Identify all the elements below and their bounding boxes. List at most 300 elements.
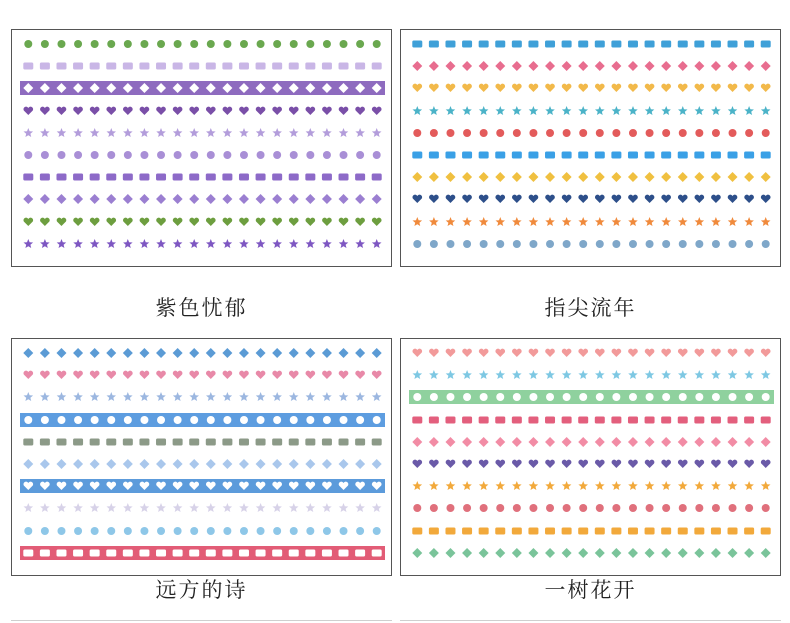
sticker-motif bbox=[355, 503, 365, 512]
sticker-motif bbox=[372, 217, 382, 225]
sticker-motif bbox=[173, 194, 183, 204]
sticker-motif bbox=[579, 393, 587, 401]
sticker-motif bbox=[239, 459, 249, 469]
sticker-motif bbox=[445, 548, 455, 558]
sticker-motif bbox=[306, 106, 316, 114]
sticker-motif bbox=[156, 217, 166, 225]
washi-strip bbox=[409, 125, 774, 141]
sticker-motif bbox=[290, 40, 298, 48]
sticker-motif bbox=[290, 416, 298, 424]
sticker-motif bbox=[528, 152, 538, 159]
sticker-motif bbox=[496, 504, 504, 512]
sticker-motif bbox=[711, 41, 721, 48]
sticker-motif bbox=[173, 239, 183, 248]
sticker-motif bbox=[123, 503, 133, 512]
sticker-motif bbox=[645, 416, 655, 423]
sticker-motif bbox=[372, 239, 382, 248]
sticker-motif bbox=[595, 370, 605, 379]
sticker-motif bbox=[23, 174, 33, 181]
sticker-motif bbox=[189, 239, 199, 248]
sticker-motif bbox=[24, 392, 34, 401]
sticker-motif bbox=[595, 61, 605, 71]
sticker-motif bbox=[207, 527, 215, 535]
sticker-motif bbox=[189, 217, 199, 225]
sticker-motif bbox=[612, 460, 622, 468]
sticker-motif bbox=[189, 549, 199, 556]
sticker-motif bbox=[728, 349, 738, 357]
sticker-motif bbox=[694, 527, 704, 534]
sticker-motif bbox=[695, 349, 705, 357]
sticker-motif bbox=[56, 348, 66, 358]
sticker-motif bbox=[562, 548, 572, 558]
sticker-motif bbox=[463, 129, 471, 137]
sticker-motif bbox=[678, 481, 688, 490]
sticker-motif bbox=[562, 437, 572, 447]
sticker-motif bbox=[645, 217, 655, 226]
sticker-motif bbox=[413, 481, 423, 490]
sticker-motif bbox=[90, 63, 100, 70]
sticker-motif bbox=[495, 195, 505, 203]
sticker-motif bbox=[578, 416, 588, 423]
sticker-motif bbox=[611, 437, 621, 447]
sticker-motif bbox=[744, 527, 754, 534]
sticker-motif bbox=[462, 61, 472, 71]
sticker-motif bbox=[355, 239, 365, 248]
sticker-motif bbox=[123, 106, 133, 114]
sticker-motif bbox=[646, 129, 654, 137]
sticker-motif bbox=[446, 504, 454, 512]
sticker-motif bbox=[761, 84, 771, 92]
sticker-motif bbox=[529, 84, 539, 92]
sticker-motif bbox=[711, 217, 721, 226]
washi-strip bbox=[20, 191, 385, 207]
sticker-motif bbox=[156, 63, 166, 70]
washi-strip bbox=[20, 478, 385, 494]
washi-strip bbox=[409, 103, 774, 119]
sticker-motif bbox=[761, 370, 771, 379]
sticker-motif bbox=[429, 370, 439, 379]
sticker-motif bbox=[289, 128, 299, 137]
sticker-motif bbox=[355, 392, 365, 401]
sticker-motif bbox=[323, 40, 331, 48]
sticker-motif bbox=[373, 527, 381, 535]
sticker-motif bbox=[272, 239, 282, 248]
sticker-motif bbox=[629, 393, 637, 401]
sticker-motif bbox=[496, 370, 506, 379]
sticker-motif bbox=[305, 348, 315, 358]
sticker-motif bbox=[140, 416, 148, 424]
sticker-motif bbox=[23, 371, 33, 379]
sticker-motif bbox=[661, 437, 671, 447]
sticker-motif bbox=[662, 240, 670, 248]
sticker-motif bbox=[372, 392, 382, 401]
sticker-motif bbox=[355, 549, 365, 556]
sticker-motif bbox=[711, 106, 721, 115]
sticker-motif bbox=[495, 61, 505, 71]
sticker-motif bbox=[173, 371, 183, 379]
sticker-motif bbox=[578, 41, 588, 48]
sticker-motif bbox=[761, 61, 771, 71]
sticker-motif bbox=[512, 152, 522, 159]
sticker-motif bbox=[223, 106, 233, 114]
sticker-motif bbox=[578, 84, 588, 92]
sticker-motif bbox=[678, 548, 688, 558]
washi-strip bbox=[409, 456, 774, 472]
sticker-motif bbox=[612, 217, 622, 226]
sticker-motif bbox=[728, 460, 738, 468]
sticker-motif bbox=[611, 416, 621, 423]
washi-strip bbox=[20, 80, 385, 96]
sticker-motif bbox=[306, 239, 316, 248]
sticker-motif bbox=[373, 40, 381, 48]
sticker-motif bbox=[711, 437, 721, 447]
sticker-motif bbox=[761, 217, 771, 226]
sticker-motif bbox=[73, 63, 83, 70]
sticker-motif bbox=[562, 152, 572, 159]
sticker-motif bbox=[745, 504, 753, 512]
sticker-motif bbox=[156, 503, 166, 512]
sticker-motif bbox=[545, 152, 555, 159]
sticker-motif bbox=[272, 194, 282, 204]
sticker-motif bbox=[628, 41, 638, 48]
sticker-motif bbox=[273, 151, 281, 159]
sticker-motif bbox=[124, 151, 132, 159]
sticker-motif bbox=[306, 151, 314, 159]
sticker-motif bbox=[711, 349, 721, 357]
sticker-motif bbox=[56, 459, 66, 469]
sticker-motif bbox=[322, 371, 332, 379]
sticker-motif bbox=[41, 151, 49, 159]
sticker-motif bbox=[679, 129, 687, 137]
washi-strip bbox=[20, 545, 385, 561]
sticker-motif bbox=[446, 349, 456, 357]
sticker-motif bbox=[174, 527, 182, 535]
sticker-motif bbox=[73, 392, 83, 401]
sticker-motif bbox=[512, 172, 522, 182]
washi-strip bbox=[409, 169, 774, 185]
sticker-motif bbox=[256, 348, 266, 358]
washi-strip bbox=[409, 236, 774, 252]
sticker-motif bbox=[645, 460, 655, 468]
sticker-motif bbox=[156, 392, 166, 401]
sticker-motif bbox=[189, 63, 199, 70]
sticker-motif bbox=[479, 61, 489, 71]
sticker-motif bbox=[41, 40, 49, 48]
sticker-motif bbox=[596, 393, 604, 401]
sticker-motif bbox=[139, 348, 149, 358]
sticker-motif bbox=[24, 503, 34, 512]
sticker-motif bbox=[496, 217, 506, 226]
sticker-motif bbox=[729, 240, 737, 248]
sticker-motif bbox=[372, 63, 382, 70]
sticker-motif bbox=[156, 459, 166, 469]
sticker-motif bbox=[695, 217, 705, 226]
washi-strip bbox=[20, 36, 385, 52]
sticker-motif bbox=[23, 348, 33, 358]
sticker-motif bbox=[545, 548, 555, 558]
sticker-motif bbox=[528, 437, 538, 447]
sticker-motif bbox=[57, 416, 65, 424]
sticker-motif bbox=[645, 172, 655, 182]
sticker-motif bbox=[223, 151, 231, 159]
sticker-motif bbox=[73, 438, 83, 445]
sticker-motif bbox=[529, 240, 537, 248]
sticker-motif bbox=[239, 371, 249, 379]
sticker-motif bbox=[695, 240, 703, 248]
sticker-motif bbox=[711, 370, 721, 379]
washi-strip bbox=[409, 412, 774, 428]
sticker-motif bbox=[239, 392, 249, 401]
sticker-motif bbox=[479, 416, 489, 423]
sticker-motif bbox=[446, 106, 456, 115]
sticker-motif bbox=[174, 40, 182, 48]
sticker-motif bbox=[413, 106, 423, 115]
sticker-motif bbox=[90, 459, 100, 469]
sticker-motif bbox=[562, 416, 572, 423]
sticker-motif bbox=[578, 548, 588, 558]
sticker-motif bbox=[645, 370, 655, 379]
sticker-motif bbox=[562, 481, 572, 490]
sticker-motif bbox=[306, 371, 316, 379]
sticker-motif bbox=[189, 503, 199, 512]
sticker-motif bbox=[678, 416, 688, 423]
sticker-motif bbox=[156, 194, 166, 204]
sticker-motif bbox=[562, 370, 572, 379]
sticker-motif bbox=[512, 61, 522, 71]
sticker-motif bbox=[272, 459, 282, 469]
sticker-motif bbox=[695, 481, 705, 490]
sticker-motif bbox=[339, 106, 349, 114]
sticker-motif bbox=[712, 504, 720, 512]
sticker-motif bbox=[139, 549, 149, 556]
sticker-motif bbox=[41, 527, 49, 535]
washi-strip bbox=[20, 389, 385, 405]
sticker-motif bbox=[512, 217, 522, 226]
sticker-motif bbox=[512, 416, 522, 423]
sticker-motif bbox=[123, 128, 133, 137]
sticker-motif bbox=[256, 503, 265, 512]
sticker-motif bbox=[645, 527, 655, 534]
washi-strip bbox=[409, 434, 774, 450]
sticker-motif bbox=[762, 504, 770, 512]
sticker-motif bbox=[545, 349, 555, 357]
sticker-motif bbox=[578, 481, 588, 490]
sticker-motif bbox=[57, 503, 66, 512]
sticker-motif bbox=[595, 416, 605, 423]
sticker-motif bbox=[73, 217, 83, 225]
sticker-motif bbox=[173, 174, 183, 181]
sticker-motif bbox=[123, 392, 133, 401]
sticker-motif bbox=[446, 84, 456, 92]
sticker-motif bbox=[545, 172, 555, 182]
sticker-motif bbox=[339, 174, 349, 181]
sticker-motif bbox=[645, 437, 655, 447]
sticker-motif bbox=[495, 437, 505, 447]
sticker-motif bbox=[239, 128, 249, 137]
sticker-motif bbox=[206, 63, 216, 70]
sticker-motif bbox=[728, 106, 738, 115]
sticker-motif bbox=[74, 40, 82, 48]
sticker-motif bbox=[40, 371, 50, 379]
sticker-motif bbox=[661, 416, 671, 423]
sticker-motif bbox=[306, 527, 314, 535]
sticker-motif bbox=[23, 459, 33, 469]
sticker-motif bbox=[728, 416, 738, 423]
washi-strip bbox=[409, 214, 774, 230]
sticker-motif bbox=[429, 61, 439, 71]
sticker-motif bbox=[289, 106, 299, 114]
sticker-motif bbox=[662, 393, 670, 401]
sticker-motif bbox=[56, 63, 66, 70]
sticker-motif bbox=[24, 128, 34, 137]
sticker-motif bbox=[372, 174, 382, 181]
sticker-motif bbox=[529, 129, 537, 137]
sticker-motif bbox=[744, 460, 754, 468]
sticker-motif bbox=[289, 549, 299, 556]
sticker-motif bbox=[107, 40, 115, 48]
sticker-motif bbox=[545, 460, 555, 468]
sticker-motif bbox=[495, 41, 505, 48]
sticker-motif bbox=[545, 370, 555, 379]
sticker-motif bbox=[40, 438, 50, 445]
sticker-motif bbox=[412, 416, 422, 423]
sticker-motif bbox=[429, 527, 439, 534]
sticker-motif bbox=[306, 416, 314, 424]
sticker-motif bbox=[189, 128, 199, 137]
sticker-motif bbox=[140, 106, 150, 114]
sticker-motif bbox=[628, 217, 638, 226]
sticker-motif bbox=[173, 106, 183, 114]
sticker-motif bbox=[578, 152, 588, 159]
sticker-motif bbox=[207, 151, 215, 159]
sticker-motif bbox=[373, 151, 381, 159]
sticker-motif bbox=[355, 63, 365, 70]
sticker-motif bbox=[273, 416, 281, 424]
sticker-motif bbox=[140, 217, 150, 225]
sticker-motif bbox=[595, 106, 605, 115]
sticker-motif bbox=[322, 438, 332, 445]
sticker-motif bbox=[545, 217, 555, 226]
sticker-motif bbox=[611, 527, 621, 534]
sticker-motif bbox=[413, 504, 421, 512]
sticker-motif bbox=[189, 106, 199, 114]
sticker-motif bbox=[40, 459, 50, 469]
sticker-motif bbox=[106, 459, 116, 469]
sticker-motif bbox=[661, 172, 671, 182]
sticker-motif bbox=[529, 106, 539, 115]
sticker-motif bbox=[157, 416, 165, 424]
panel-caption-purple: 紫色忧郁 bbox=[155, 296, 248, 320]
sticker-motif bbox=[123, 348, 133, 358]
sticker-motif bbox=[57, 106, 67, 114]
sticker-motif bbox=[430, 240, 438, 248]
sticker-motif bbox=[57, 527, 65, 535]
washi-strip bbox=[20, 523, 385, 539]
sticker-motif bbox=[628, 106, 638, 115]
sticker-motif bbox=[661, 370, 671, 379]
bottom-divider-right bbox=[400, 620, 781, 621]
sticker-motif bbox=[339, 549, 349, 556]
sticker-motif bbox=[513, 393, 521, 401]
sticker-motif bbox=[495, 84, 505, 92]
washi-strip bbox=[20, 345, 385, 361]
sticker-motif bbox=[578, 460, 588, 468]
sticker-motif bbox=[612, 370, 622, 379]
sticker-motif bbox=[413, 129, 421, 137]
sticker-motif bbox=[528, 548, 538, 558]
sticker-motif bbox=[629, 129, 637, 137]
sticker-motif bbox=[223, 392, 233, 401]
sticker-motif bbox=[695, 106, 705, 115]
sticker-motif bbox=[528, 172, 538, 182]
sticker-motif bbox=[728, 152, 738, 159]
sticker-motif bbox=[272, 128, 282, 137]
sticker-motif bbox=[661, 349, 671, 357]
sticker-motif bbox=[446, 460, 456, 468]
sticker-motif bbox=[156, 348, 166, 358]
sticker-motif bbox=[206, 106, 216, 114]
sticker-motif bbox=[694, 41, 704, 48]
sticker-motif bbox=[289, 438, 299, 445]
sticker-motif bbox=[90, 371, 100, 379]
sticker-motif bbox=[678, 84, 688, 92]
sticker-motif bbox=[628, 172, 638, 182]
sticker-motif bbox=[462, 481, 472, 490]
sticker-motif bbox=[661, 41, 671, 48]
sticker-motif bbox=[40, 549, 50, 556]
washi-strip bbox=[409, 389, 774, 405]
sticker-motif bbox=[412, 349, 422, 357]
sticker-motif bbox=[240, 527, 248, 535]
sticker-motif bbox=[289, 459, 299, 469]
sticker-motif bbox=[646, 240, 654, 248]
sticker-motif bbox=[545, 416, 555, 423]
sticker-motif bbox=[339, 128, 349, 137]
sticker-motif bbox=[545, 41, 555, 48]
sticker-motif bbox=[578, 172, 588, 182]
sticker-motif bbox=[595, 41, 605, 48]
sticker-motif bbox=[57, 371, 67, 379]
sticker-motif bbox=[563, 240, 571, 248]
sticker-motif bbox=[140, 503, 150, 512]
sticker-motif bbox=[156, 549, 166, 556]
sticker-motif bbox=[529, 460, 539, 468]
sticker-motif bbox=[256, 174, 266, 181]
sticker-motif bbox=[495, 416, 505, 423]
sticker-motif bbox=[761, 106, 771, 115]
sticker-motif bbox=[322, 174, 332, 181]
sticker-motif bbox=[563, 504, 571, 512]
sticker-motif bbox=[545, 195, 555, 203]
sticker-motif bbox=[529, 217, 539, 226]
sticker-motif bbox=[628, 61, 638, 71]
sticker-motif bbox=[479, 481, 489, 490]
sticker-motif bbox=[139, 174, 149, 181]
sticker-motif bbox=[595, 548, 605, 558]
sticker-motif bbox=[629, 504, 637, 512]
washi-strip bbox=[20, 169, 385, 185]
sticker-motif bbox=[729, 393, 737, 401]
sticker-motif bbox=[40, 63, 50, 70]
washi-strip bbox=[409, 36, 774, 52]
sticker-motif bbox=[106, 549, 116, 556]
sticker-motif bbox=[206, 128, 216, 137]
sticker-motif bbox=[662, 504, 670, 512]
sticker-motif bbox=[645, 349, 655, 357]
sticker-motif bbox=[412, 41, 422, 48]
sticker-motif bbox=[479, 172, 489, 182]
sticker-motif bbox=[355, 106, 365, 114]
